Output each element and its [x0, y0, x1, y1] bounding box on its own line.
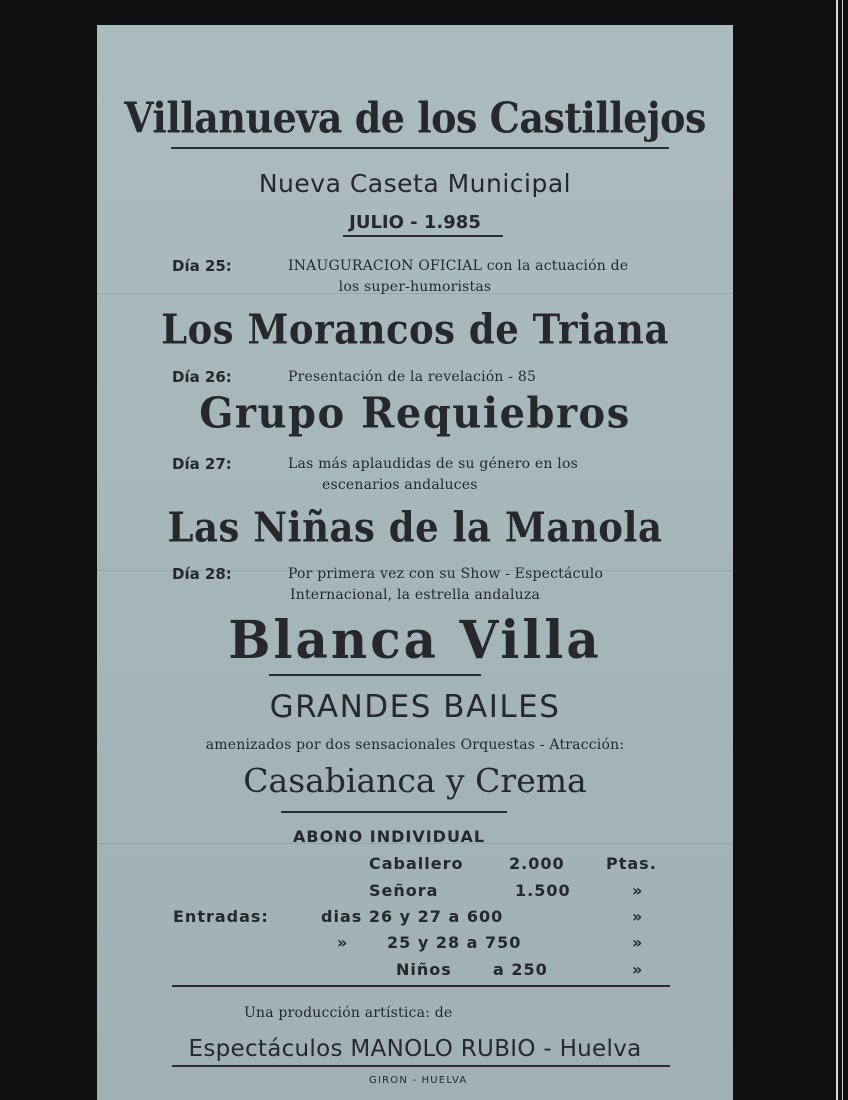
act-name: Los Morancos de Triana: [161, 304, 669, 354]
day-description: Presentación de la revelación - 85: [288, 369, 537, 385]
ditto-mark: »: [632, 960, 644, 979]
day-label: Día 27:: [172, 455, 232, 473]
entradas-label: Entradas:: [173, 907, 269, 926]
footer-rule: [172, 1065, 670, 1067]
day-label: Día 25:: [172, 257, 232, 275]
day-label: Día 28:: [172, 565, 232, 583]
scan-edge: [842, 0, 843, 1100]
section-rule: [281, 811, 507, 813]
ditto-mark: »: [337, 933, 349, 952]
section-rule: [269, 674, 481, 676]
ditto-mark: »: [632, 881, 644, 900]
price-row: 25 y 28 a 750: [387, 933, 522, 952]
day-description: Las más aplaudidas de su género en los: [288, 456, 578, 472]
act-name: Grupo Requiebros: [199, 388, 631, 439]
footer-rule: [172, 985, 670, 987]
day-description: escenarios andaluces: [322, 477, 478, 493]
day-description: Por primera vez con su Show - Espectáculo: [288, 566, 604, 582]
prices-heading: ABONO INDIVIDUAL: [293, 827, 486, 846]
act-name: Las Niñas de la Manola: [167, 502, 663, 552]
bailes-heading: GRANDES BAILES: [269, 689, 561, 725]
town-title: Villanueva de los Castillejos: [124, 92, 706, 143]
scan-edge: [836, 0, 838, 1100]
title-rule: [171, 147, 669, 149]
price-value: a 250: [493, 960, 548, 979]
date-underline: [343, 235, 503, 237]
orchestras: Casabianca y Crema: [243, 761, 587, 800]
day-label: Día 26:: [172, 368, 232, 386]
day-description: los super-humoristas: [338, 279, 492, 295]
event-date: JULIO - 1.985: [349, 212, 481, 233]
bailes-description: amenizados por dos sensacionales Orquestas - Atracción:: [205, 737, 625, 753]
venue-title: Nueva Caseta Municipal: [258, 169, 572, 198]
printer-credit: GIRON - HUELVA: [369, 1075, 468, 1086]
price-label: Caballero: [369, 854, 464, 873]
price-row: dias 26 y 27 a 600: [321, 907, 504, 926]
price-currency: Ptas.: [606, 854, 657, 873]
company-name: Espectáculos MANOLO RUBIO - Huelva: [188, 1036, 642, 1062]
price-label: Niños: [396, 960, 452, 979]
act-name: Blanca Villa: [228, 608, 602, 671]
ditto-mark: »: [632, 933, 644, 952]
day-description: INAUGURACION OFICIAL con la actuación de: [288, 258, 629, 274]
day-description: Internacional, la estrella andaluza: [290, 587, 540, 603]
price-value: 2.000: [509, 854, 565, 873]
ditto-mark: »: [632, 907, 644, 926]
poster: [97, 25, 733, 1100]
price-value: 1.500: [515, 881, 571, 900]
production-line: Una producción artística: de: [244, 1005, 453, 1021]
price-label: Señora: [369, 881, 439, 900]
